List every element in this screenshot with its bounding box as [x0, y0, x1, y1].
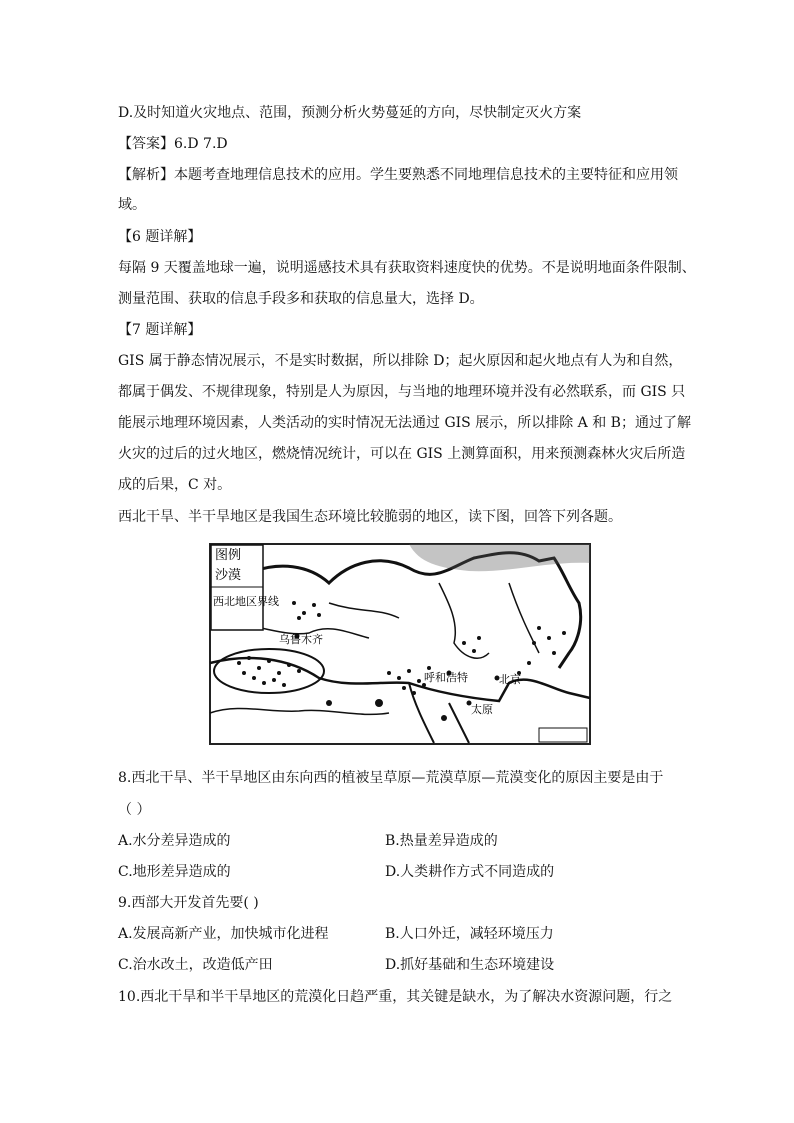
q7-detail-line-3: 能展示地理环境因素，人类活动的实时情况无法通过 GIS 展示，所以排除 A 和 B；通过了解 [118, 415, 691, 431]
q9-option-a[interactable]: A.发展高新产业，加快城市化进程 [118, 926, 329, 942]
city-taiyuan: 太原 [471, 703, 493, 716]
q8-option-b[interactable]: B.热量差异造成的 [385, 833, 498, 849]
city-beijing: 北京 [499, 673, 521, 686]
q9-option-c[interactable]: C.治水改土，改造低产田 [118, 957, 273, 973]
city-hohhot: 呼和浩特 [424, 671, 468, 684]
q8-option-c[interactable]: C.地形差异造成的 [118, 864, 231, 880]
q7-detail-line-4: 火灾的过后的过火地区，燃烧情况统计，可以在 GIS 上测算面积，用来预测森林火灾后所造 [118, 446, 686, 462]
q6-detail-line-2: 测量范围、获取的信息手段多和获取的信息量大，选择 D。 [118, 291, 484, 307]
q8-option-a[interactable]: A.水分差异造成的 [118, 833, 231, 849]
q9-stem: 9.西部大开发首先要( ) [118, 895, 259, 911]
q8-paren: （ ） [118, 802, 151, 818]
q8-stem: 8.西北干旱、半干旱地区由东向西的植被呈草原—荒漠草原—荒漠变化的原因主要是由于 [118, 770, 664, 786]
legend-boundary: 西北地区界线 [213, 595, 279, 608]
legend-title: 图例 [215, 548, 242, 563]
q8-option-d[interactable]: D.人类耕作方式不同造成的 [385, 864, 555, 880]
legend-desert: 沙漠 [215, 568, 242, 583]
option-d-line: D.及时知道火灾地点、范围，预测分析火势蔓延的方向，尽快制定灭火方案 [118, 105, 582, 121]
q7-detail-heading: 【7 题详解】 [118, 322, 202, 338]
answer-line: 【答案】6.D 7.D [118, 136, 228, 152]
analysis-line: 【解析】本题考查地理信息技术的应用。学生要熟悉不同地理信息技术的主要特征和应用领 [118, 167, 678, 183]
q7-detail-line-2: 都属于偶发、不规律现象，特别是人为原因，与当地的地理环境并没有必然联系，而 GIS 只 [118, 384, 686, 400]
q9-option-d[interactable]: D.抓好基础和生态环境建设 [385, 957, 555, 973]
q7-detail-line-5: 成的后果，C 对。 [118, 477, 232, 493]
northwest-map [209, 543, 591, 745]
q6-detail-heading: 【6 题详解】 [118, 229, 202, 245]
q6-detail-line-1: 每隔 9 天覆盖地球一遍，说明遥感技术具有获取资料速度快的优势。不是说明地面条件限制、 [118, 260, 696, 276]
q10-stem: 10.西北干旱和半干旱地区的荒漠化日趋严重，其关键是缺水，为了解决水资源问题，行之 [118, 989, 673, 1005]
q7-detail-line-1: GIS 属于静态情况展示，不是实时数据，所以排除 D；起火原因和起火地点有人为和自然， [118, 353, 683, 369]
analysis-line-cont: 域。 [118, 197, 146, 213]
city-urumqi: 乌鲁木齐 [279, 633, 323, 646]
map-intro-line: 西北干旱、半干旱地区是我国生态环境比较脆弱的地区，读下图，回答下列各题。 [118, 509, 622, 525]
q9-option-b[interactable]: B.人口外迁，减轻环境压力 [385, 926, 554, 942]
